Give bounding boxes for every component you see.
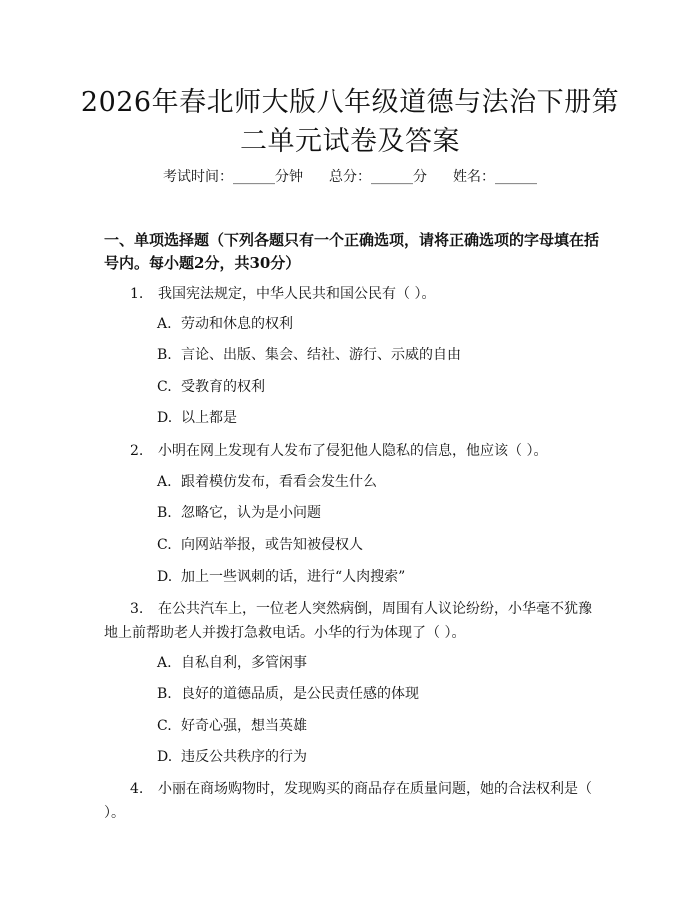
option-3b: [157, 684, 419, 704]
question-number: 2.: [130, 443, 144, 459]
question-2: [104, 439, 600, 463]
option-text: 自私自利，多管闲事: [181, 655, 307, 671]
question-3: [104, 597, 600, 645]
option-letter: B.: [157, 505, 172, 521]
option-3a: [157, 653, 307, 673]
question-text: 我国宪法规定，中华人民共和国公民有（ ）。: [158, 286, 436, 302]
option-2d: [157, 567, 405, 587]
name-field: 姓名：______: [453, 169, 537, 185]
option-3c: [157, 716, 307, 736]
exam-info: [0, 167, 700, 187]
option-text: 忽略它，认为是小问题: [181, 505, 321, 521]
option-letter: A.: [157, 316, 172, 332]
option-text: 向网站举报，或告知被侵权人: [181, 537, 363, 553]
question-number: 1.: [130, 286, 144, 302]
question-1: [104, 282, 600, 306]
option-1c: [157, 377, 265, 397]
question-text: 小丽在商场购物时，发现购买的商品存在质量问题，她的合法权利是（ ）。: [104, 781, 592, 821]
option-letter: C.: [157, 718, 172, 734]
option-letter: D.: [157, 569, 173, 585]
option-2c: [157, 535, 363, 555]
question-number: 4.: [130, 781, 144, 797]
option-1d: [157, 408, 237, 428]
document-title-line-1: 2026年春北师大版八年级道德与法治下册第: [80, 87, 620, 118]
option-3d: [157, 747, 307, 767]
option-text: 跟着模仿发布，看看会发生什么: [181, 474, 377, 490]
document-title-line-2: 二单元试卷及答案: [240, 126, 460, 157]
option-text: 劳动和休息的权利: [181, 316, 293, 332]
option-letter: C.: [157, 379, 172, 395]
option-text: 言论、出版、集会、结社、游行、示威的自由: [181, 347, 461, 363]
question-number: 3.: [130, 601, 144, 617]
option-letter: C.: [157, 537, 172, 553]
option-text: 加上一些讽刺的话，进行“人肉搜索”: [181, 569, 406, 585]
option-1a: [157, 314, 293, 334]
question-4: [104, 777, 600, 825]
option-text: 好奇心强，想当英雄: [181, 718, 307, 734]
option-letter: A.: [157, 655, 172, 671]
option-2a: [157, 472, 377, 492]
option-1b: [157, 345, 461, 365]
option-text: 以上都是: [181, 410, 237, 426]
option-letter: B.: [157, 347, 172, 363]
section-1-title: 一、单项选择题（下列各题只有一个正确选项，请将正确选项的字母填在括号内。每小题2分，共30分）: [104, 231, 600, 272]
option-text: 违反公共秩序的行为: [181, 749, 307, 765]
option-letter: A.: [157, 474, 172, 490]
question-text: 小明在网上发现有人发布了侵犯他人隐私的信息，他应该（ ）。: [158, 443, 548, 459]
exam-time-field: 考试时间：______分钟: [163, 169, 303, 185]
option-text: 受教育的权利: [181, 379, 265, 395]
option-text: 良好的道德品质，是公民责任感的体现: [181, 686, 419, 702]
option-2b: [157, 503, 321, 523]
total-score-field: 总分：______分: [329, 169, 427, 185]
question-text: 在公共汽车上，一位老人突然病倒，周围有人议论纷纷，小华毫不犹豫地上前帮助老人并拨打急救电话。小华的行为体现了（ ）。: [104, 601, 592, 641]
option-letter: D.: [157, 410, 173, 426]
option-letter: D.: [157, 749, 173, 765]
option-letter: B.: [157, 686, 172, 702]
